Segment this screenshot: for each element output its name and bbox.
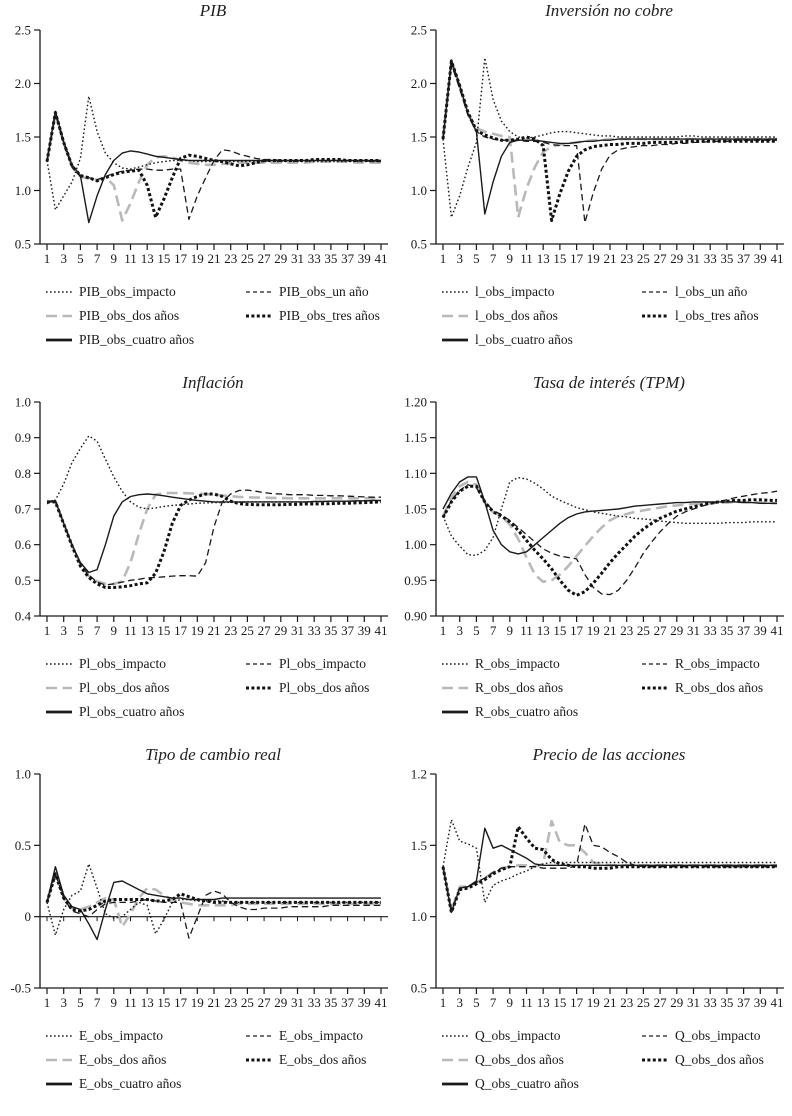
x-tick-label: 29	[274, 623, 288, 638]
x-tick-label: 33	[703, 623, 717, 638]
x-tick-label: 37	[737, 623, 751, 638]
legend-label: PIB_obs_dos años	[79, 308, 180, 323]
legend-swatch-solid-line	[442, 707, 468, 717]
x-tick-label: 17	[174, 623, 188, 638]
legend-label: E_obs_cuatro años	[79, 1076, 182, 1091]
x-tick-label: 31	[687, 251, 700, 266]
x-tick-label: 23	[224, 623, 238, 638]
series-line-dash	[47, 874, 381, 938]
x-tick-label: 3	[456, 995, 463, 1010]
x-tick-label: 17	[174, 995, 188, 1010]
x-tick-label: 13	[140, 251, 154, 266]
x-tick-label: 37	[341, 995, 355, 1010]
x-tick-label: 7	[489, 623, 497, 638]
legend-swatch-gray-dash-line	[46, 683, 72, 693]
x-tick-label: 9	[110, 995, 118, 1010]
x-tick-label: 7	[93, 995, 101, 1010]
x-tick-label: 11	[520, 251, 533, 266]
x-tick-label: 5	[77, 251, 84, 266]
series-line-dot	[47, 96, 381, 210]
x-tick-label: 23	[224, 995, 238, 1010]
legend-swatch-thick-dot-line	[642, 311, 668, 321]
legend-label: PIB_obs_un año	[279, 284, 369, 299]
legend-swatch-gray-dash-line	[442, 311, 468, 321]
legend-label: E_obs_dos años	[279, 1052, 367, 1067]
chart-title: Tipo de cambio real	[145, 745, 281, 764]
x-tick-label: 35	[720, 995, 734, 1010]
legend-item	[642, 654, 792, 674]
x-tick-label: 11	[520, 995, 533, 1010]
x-tick-label: 25	[636, 251, 650, 266]
legend-item	[642, 1050, 792, 1070]
x-tick-label: 29	[274, 251, 288, 266]
y-tick-label: 0.8	[14, 465, 31, 481]
x-tick-label: 25	[240, 623, 254, 638]
legend-label: Q_obs_impacto	[475, 1028, 561, 1043]
y-tick-label: 2.0	[410, 76, 427, 91]
y-tick-label: 1.5	[14, 129, 31, 145]
x-tick-label: 27	[257, 623, 271, 638]
legend-item	[246, 282, 396, 302]
x-tick-label: 21	[207, 995, 221, 1010]
x-tick-label: 35	[324, 995, 338, 1010]
x-tick-label: 1	[43, 995, 51, 1010]
chart-panel	[396, 744, 792, 1116]
legend-item	[246, 306, 396, 326]
x-tick-label: 31	[687, 995, 700, 1010]
x-tick-label: 41	[374, 623, 388, 638]
legend-label: Pl_obs_dos años	[79, 680, 170, 695]
x-tick-label: 35	[720, 623, 734, 638]
x-tick-label: 25	[636, 623, 650, 638]
legend-label: R_obs_dos años	[675, 680, 764, 695]
y-tick-label: 1.20	[404, 394, 427, 410]
x-tick-label: 15	[553, 251, 567, 266]
chart-plot	[396, 22, 792, 274]
legend-swatch-dash-line	[642, 659, 668, 669]
legend-label: R_obs_cuatro años	[475, 704, 579, 719]
x-tick-label: 35	[720, 251, 734, 266]
legend-item	[46, 282, 246, 302]
x-tick-label: 21	[603, 623, 617, 638]
legend-item	[442, 282, 642, 302]
x-tick-label: 27	[653, 995, 667, 1010]
x-tick-label: 27	[257, 995, 271, 1010]
legend-swatch-solid-line	[46, 335, 72, 345]
y-tick-label: 0.9	[14, 430, 31, 446]
y-tick-label: 1.0	[14, 394, 31, 410]
x-tick-label: 19	[586, 623, 600, 638]
y-tick-label: 0.4	[14, 608, 31, 624]
chart-plot	[0, 766, 396, 1018]
legend-item	[46, 1074, 246, 1094]
legend-swatch-dash-line	[246, 287, 272, 297]
x-tick-label: 7	[489, 251, 497, 266]
x-tick-label: 5	[77, 623, 84, 638]
chart-panel	[0, 372, 396, 744]
x-tick-label: 39	[753, 623, 767, 638]
x-tick-label: 13	[140, 623, 154, 638]
x-tick-label: 17	[174, 251, 188, 266]
x-tick-label: 41	[770, 251, 784, 266]
x-tick-label: 3	[60, 995, 67, 1010]
legend-item	[642, 306, 792, 326]
x-tick-label: 5	[77, 995, 84, 1010]
legend-label: E_obs_dos años	[79, 1052, 167, 1067]
legend-label: l_obs_tres años	[675, 308, 759, 323]
series-line-gray-dash	[443, 821, 777, 911]
x-tick-label: 5	[473, 995, 480, 1010]
series-line-thick-dot	[443, 827, 777, 913]
y-tick-label: 0.7	[14, 501, 31, 517]
x-tick-label: 31	[291, 995, 304, 1010]
x-tick-label: 3	[60, 623, 67, 638]
x-tick-label: 9	[506, 251, 514, 266]
legend-label: l_obs_un año	[675, 284, 748, 299]
chart-panel	[396, 0, 792, 372]
y-tick-label: 2.5	[410, 22, 427, 38]
legend-item	[46, 678, 246, 698]
x-tick-label: 29	[670, 995, 684, 1010]
y-tick-label: 2.0	[14, 76, 31, 91]
x-tick-label: 21	[603, 995, 617, 1010]
x-tick-label: 29	[274, 995, 288, 1010]
x-tick-label: 5	[473, 251, 480, 266]
x-tick-label: 39	[753, 251, 767, 266]
legend-swatch-thick-dot-line	[246, 1055, 272, 1065]
x-tick-label: 13	[140, 995, 154, 1010]
x-tick-label: 9	[506, 995, 514, 1010]
legend-label: Pl_obs_impacto	[279, 656, 366, 671]
series-line-solid	[443, 60, 777, 214]
x-tick-label: 39	[357, 623, 371, 638]
legend-swatch-dash-line	[246, 1031, 272, 1041]
x-tick-label: 27	[653, 251, 667, 266]
x-tick-label: 37	[341, 623, 355, 638]
series-line-dot	[47, 436, 381, 509]
chart-legend	[0, 654, 396, 722]
legend-swatch-gray-dash-line	[442, 683, 468, 693]
y-tick-label: 0.5	[14, 837, 31, 853]
x-tick-label: 9	[110, 251, 118, 266]
y-tick-label: 1.2	[410, 766, 427, 782]
legend-swatch-solid-line	[442, 1079, 468, 1089]
series-line-solid	[443, 828, 777, 912]
x-tick-label: 33	[307, 623, 321, 638]
legend-item	[46, 306, 246, 326]
chart-plot	[396, 394, 792, 646]
series-line-solid	[47, 111, 381, 222]
x-tick-label: 23	[620, 623, 634, 638]
y-tick-label: 0.5	[410, 236, 427, 252]
x-tick-label: 37	[341, 251, 355, 266]
legend-swatch-thick-dot-line	[246, 311, 272, 321]
x-tick-label: 19	[586, 995, 600, 1010]
legend-swatch-dash-line	[642, 1031, 668, 1041]
legend-swatch-gray-dash-line	[442, 1055, 468, 1065]
legend-item	[46, 702, 246, 722]
chart-legend	[0, 282, 396, 350]
x-tick-label: 3	[456, 251, 463, 266]
x-tick-label: 19	[586, 251, 600, 266]
x-tick-label: 39	[357, 995, 371, 1010]
x-tick-label: 1	[439, 623, 447, 638]
legend-label: Q_obs_cuatro años	[475, 1076, 579, 1091]
legend-label: PIB_obs_cuatro años	[79, 332, 195, 347]
x-tick-label: 25	[240, 995, 254, 1010]
y-tick-label: 1.0	[410, 183, 427, 198]
chart-plot	[0, 394, 396, 646]
series-line-dot	[443, 58, 777, 218]
x-tick-label: 21	[207, 623, 221, 638]
y-tick-label: 1.00	[404, 537, 427, 553]
series-line-thick-dot	[47, 874, 381, 911]
chart-title: PIB	[199, 1, 227, 20]
series-line-thick-dot	[47, 494, 381, 588]
legend-item	[46, 654, 246, 674]
x-tick-label: 15	[157, 251, 171, 266]
y-tick-label: 0	[24, 909, 31, 925]
x-tick-label: 33	[703, 995, 717, 1010]
chart-legend	[396, 282, 792, 350]
legend-label: R_obs_dos años	[475, 680, 564, 695]
chart-legend	[396, 1026, 792, 1094]
legend-item	[442, 1026, 642, 1046]
chart-title: Inversión no cobre	[545, 1, 673, 20]
x-tick-label: 11	[520, 623, 533, 638]
legend-swatch-dot-line	[442, 1031, 468, 1041]
x-tick-label: 9	[110, 623, 118, 638]
x-tick-label: 11	[124, 623, 137, 638]
legend-swatch-solid-line	[46, 707, 72, 717]
legend-item	[642, 1026, 792, 1046]
x-tick-label: 35	[324, 251, 338, 266]
x-tick-label: 33	[703, 251, 717, 266]
legend-label: Q_obs_dos años	[675, 1052, 764, 1067]
legend-swatch-gray-dash-line	[46, 311, 72, 321]
legend-item	[642, 678, 792, 698]
x-tick-label: 19	[190, 251, 204, 266]
legend-swatch-dot-line	[46, 659, 72, 669]
x-tick-label: 13	[536, 251, 550, 266]
chart-title: Tasa de interés (TPM)	[533, 373, 685, 392]
legend-item	[442, 330, 642, 350]
legend-swatch-dot-line	[46, 1031, 72, 1041]
x-tick-label: 41	[770, 623, 784, 638]
x-tick-label: 7	[93, 623, 101, 638]
chart-plot	[0, 22, 396, 274]
x-tick-label: 33	[307, 995, 321, 1010]
legend-item	[246, 654, 396, 674]
series-line-dot	[443, 478, 777, 556]
x-tick-label: 39	[753, 995, 767, 1010]
x-tick-label: 15	[553, 623, 567, 638]
x-tick-label: 19	[190, 623, 204, 638]
x-tick-label: 27	[257, 251, 271, 266]
x-tick-label: 5	[473, 623, 480, 638]
legend-swatch-dot-line	[442, 287, 468, 297]
legend-swatch-thick-dot-line	[246, 683, 272, 693]
y-tick-label: 2.5	[14, 22, 31, 38]
x-tick-label: 41	[374, 995, 388, 1010]
legend-label: E_obs_impacto	[279, 1028, 363, 1043]
y-tick-label: 0.90	[404, 608, 427, 624]
x-tick-label: 41	[770, 995, 784, 1010]
x-tick-label: 37	[737, 995, 751, 1010]
x-tick-label: 23	[224, 251, 238, 266]
x-tick-label: 31	[687, 623, 700, 638]
legend-label: Pl_obs_impacto	[79, 656, 166, 671]
x-tick-label: 1	[43, 251, 51, 266]
legend-label: PIB_obs_tres años	[279, 308, 380, 323]
legend-label: l_obs_cuatro años	[475, 332, 573, 347]
x-tick-label: 11	[124, 995, 137, 1010]
x-tick-label: 41	[374, 251, 388, 266]
legend-label: Q_obs_dos años	[475, 1052, 564, 1067]
legend-item	[442, 1074, 642, 1094]
x-tick-label: 17	[570, 623, 584, 638]
legend-label: R_obs_impacto	[675, 656, 760, 671]
x-tick-label: 11	[124, 251, 137, 266]
legend-swatch-thick-dot-line	[642, 1055, 668, 1065]
x-tick-label: 15	[157, 623, 171, 638]
y-tick-label: 1.15	[404, 430, 427, 446]
x-tick-label: 23	[620, 995, 634, 1010]
y-tick-label: 1.5	[410, 837, 427, 853]
y-tick-label: 1.0	[14, 766, 31, 782]
series-line-dot	[443, 820, 777, 903]
chart-title: Precio de las acciones	[532, 745, 686, 764]
y-tick-label: 1.10	[404, 465, 427, 481]
legend-item	[442, 306, 642, 326]
x-tick-label: 9	[506, 623, 514, 638]
legend-swatch-dot-line	[442, 659, 468, 669]
series-line-dash	[47, 490, 381, 585]
x-tick-label: 29	[670, 623, 684, 638]
x-tick-label: 27	[653, 623, 667, 638]
legend-item	[642, 282, 792, 302]
legend-label: l_obs_impacto	[475, 284, 555, 299]
chart-legend	[0, 1026, 396, 1094]
legend-item	[246, 678, 396, 698]
series-line-gray-dash	[443, 482, 777, 582]
legend-label: Pl_obs_cuatro años	[79, 704, 185, 719]
legend-label: R_obs_impacto	[475, 656, 560, 671]
x-tick-label: 7	[489, 995, 497, 1010]
legend-item	[46, 1026, 246, 1046]
x-tick-label: 15	[553, 995, 567, 1010]
legend-swatch-dot-line	[46, 287, 72, 297]
y-tick-label: 0.5	[14, 572, 31, 588]
x-tick-label: 3	[456, 623, 463, 638]
legend-swatch-solid-line	[442, 335, 468, 345]
legend-label: PIB_obs_impacto	[79, 284, 176, 299]
legend-item	[46, 330, 246, 350]
legend-label: Pl_obs_dos años	[279, 680, 370, 695]
legend-item	[46, 1050, 246, 1070]
chart-legend	[396, 654, 792, 722]
x-tick-label: 31	[291, 623, 304, 638]
x-tick-label: 25	[240, 251, 254, 266]
legend-item	[442, 654, 642, 674]
x-tick-label: 3	[60, 251, 67, 266]
chart-title: Inflación	[182, 373, 244, 392]
x-tick-label: 37	[737, 251, 751, 266]
y-tick-label: 1.0	[14, 183, 31, 198]
x-tick-label: 1	[439, 251, 447, 266]
chart-panel	[0, 744, 396, 1116]
legend-item	[442, 678, 642, 698]
y-tick-label: 0.5	[14, 236, 31, 252]
legend-item	[246, 1026, 396, 1046]
y-tick-label: 1.0	[410, 909, 427, 925]
x-tick-label: 35	[324, 623, 338, 638]
x-tick-label: 13	[536, 623, 550, 638]
x-tick-label: 21	[207, 251, 221, 266]
legend-swatch-solid-line	[46, 1079, 72, 1089]
x-tick-label: 31	[291, 251, 304, 266]
x-tick-label: 23	[620, 251, 634, 266]
legend-label: l_obs_dos años	[475, 308, 558, 323]
x-tick-label: 25	[636, 995, 650, 1010]
legend-item	[442, 1050, 642, 1070]
x-tick-label: 33	[307, 251, 321, 266]
x-tick-label: 7	[93, 251, 101, 266]
x-tick-label: 29	[670, 251, 684, 266]
legend-item	[442, 702, 642, 722]
x-tick-label: 1	[439, 995, 447, 1010]
legend-label: Q_obs_impacto	[675, 1028, 761, 1043]
y-tick-label: 0.5	[410, 980, 427, 996]
legend-swatch-thick-dot-line	[642, 683, 668, 693]
legend-swatch-dash-line	[642, 287, 668, 297]
legend-item	[246, 1050, 396, 1070]
y-tick-label: 1.05	[404, 501, 427, 517]
y-tick-label: 1.5	[410, 129, 427, 145]
series-line-solid	[47, 494, 381, 573]
x-tick-label: 13	[536, 995, 550, 1010]
x-tick-label: 17	[570, 251, 584, 266]
chart-plot	[396, 766, 792, 1018]
x-tick-label: 39	[357, 251, 371, 266]
y-tick-label: -0.5	[10, 980, 31, 996]
chart-panel	[0, 0, 396, 372]
x-tick-label: 21	[603, 251, 617, 266]
x-tick-label: 15	[157, 995, 171, 1010]
y-tick-label: 0.95	[404, 572, 427, 588]
legend-swatch-gray-dash-line	[46, 1055, 72, 1065]
chart-panel	[396, 372, 792, 744]
y-tick-label: 0.6	[14, 537, 31, 553]
legend-swatch-dash-line	[246, 659, 272, 669]
x-tick-label: 1	[43, 623, 51, 638]
legend-label: E_obs_impacto	[79, 1028, 163, 1043]
x-tick-label: 17	[570, 995, 584, 1010]
x-tick-label: 19	[190, 995, 204, 1010]
